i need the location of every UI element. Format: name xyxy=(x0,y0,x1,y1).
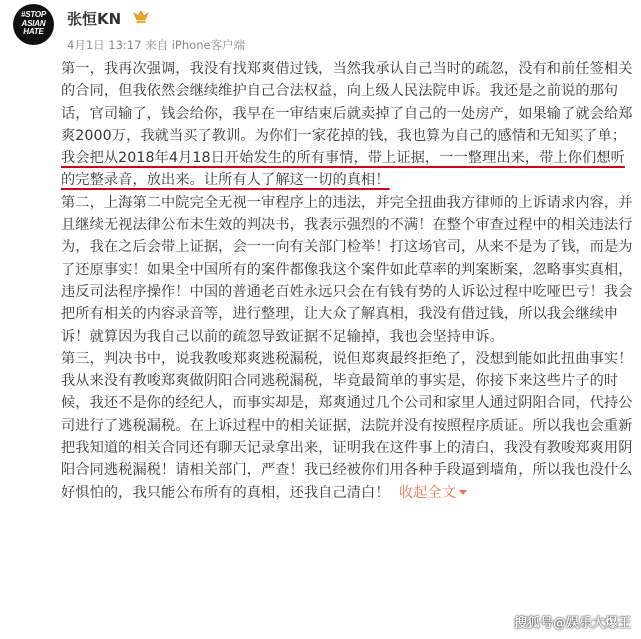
watermark: 搜狐号@娱乐大爆王 xyxy=(513,616,631,631)
highlighted-text: 我会把从2018年4月18日开始发生的所有事情，带上证据，一一整理出来，带上你们想听的完整录音，放出来。让所有人了解这一切的真相！ xyxy=(61,150,625,189)
post-header xyxy=(0,0,641,56)
paragraph-1-text: 第一，我再次强调，我没有找郑爽借过钱，当然我承认自己当时的疏忽，没有和前任签相关的合同，但我依然会继续维护自己合法权益，向上级人民法院申诉。我还是之前说的那句话，官司输了，钱会给你，我早在一审结束后就卖掉了自己的一处房产，如果输了就会给郑爽2000万，我就当买了教训。为你们一家花掉的钱，我也算为自己的感情和无知买了单； xyxy=(61,61,633,144)
avatar[interactable] xyxy=(13,4,54,45)
paragraph-2: 第二，上海第二中院完全无视一审程序上的违法，并完全扭曲我方律师的上诉请求内容，并且继续无视法律公布未生效的判决书，我表示强烈的不满！在整个审查过程中的相关违法行为，我在之后会带上证据，会一一向有关部门检举！打这场官司，从来不是为了钱，而是为了还原事实！如果全中国所有的案件都像我这个案件如此草率的判案断案，忽略事实真相，违反司法程序操作！中国的普通老百姓永远只会在有钱有势的人诉讼过程中吃哑巴亏！我会把所有相关的内容录音等，进行整理，让大众了解真相，我没有借过钱，所以我会继续申诉！就算因为我自己以前的疏忽导致证据不足输掉，我也会坚持申诉。 xyxy=(61,194,633,345)
post-meta: 4月1日 13:17 来自 iPhone客户端 xyxy=(67,38,246,52)
collapse-label: 收起全文 xyxy=(398,484,457,501)
paragraph-3 xyxy=(61,348,633,504)
avatar-text: #STOP ASIAN HATE xyxy=(20,10,47,36)
paragraph-3-text: 第三，判决书中，说我教唆郑爽逃税漏税，说但郑爽最终拒绝了，没想到能如此扭曲事实！我从来没有教唆郑爽做阴阳合同逃税漏税，毕竟最简单的事实是，你接下来这些片子的时候，我还不是你的经纪人，而事实却是，郑爽通过几个公司和家里人通过阴阳合同，代持公司进行了逃税漏税。在上诉过程中的相关证据，法院并没有按照程序质证。所以我也会重新把我知道的相关合同还有聊天记录拿出来，证明我在这件事上的清白，我没有教唆郑爽用阴阳合同逃税漏税！请相关部门，严查！我已经被你们用各种手段逼到墙角，所以我也没什么好惧怕的，我只能公布所有的真相，还我自己清白！ xyxy=(61,350,633,501)
chevron-up-icon xyxy=(459,490,467,495)
username[interactable]: 张恒KN xyxy=(67,10,122,28)
post-content xyxy=(61,58,633,504)
vip-badge-icon xyxy=(133,10,149,24)
paragraph-1 xyxy=(61,58,633,192)
collapse-link[interactable] xyxy=(390,485,467,501)
